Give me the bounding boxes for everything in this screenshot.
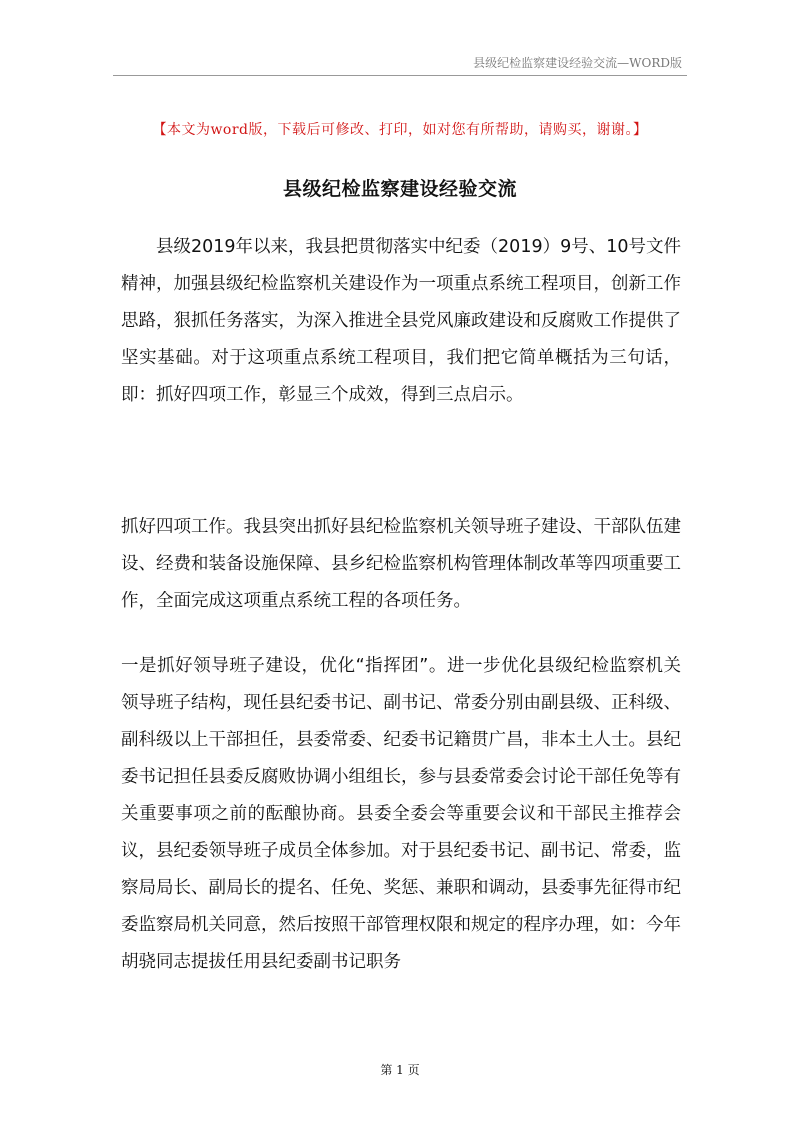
paragraph-leadership: 一是抓好领导班子建设，优化“指挥团”。进一步优化县级纪检监察机关领导班子结构，现任县纪委书记、副书记、常委分别由副县级、正科级、副科级以上干部担任，县委常委、纪委书记籍贯广昌，非本土人士。县纪委书记担任县委反腐败协调小组组长，参与县委常委会讨论干部任免等有关重要事项之前的酝酿协商。县委全委会等重要会议和干部民主推荐会议，县纪委领导班子成员全体参加。对于县纪委书记、副书记、常委，监察局局长、副局长的提名、任免、奖惩、兼职和调动，县委事先征得市纪委监察局机关同意，然后按照干部管理权限和规定的程序办理，如：今年胡骁同志提拔任用县纪委副书记职务 [121,656,681,972]
paragraph-four-tasks: 抓好四项工作。我县突出抓好县纪检监察机关领导班子建设、干部队伍建设、经费和装备设施保障、县乡纪检监察机构管理体制改革等四项重要工作，全面完成这项重点系统工程的各项任务。 [121,517,681,611]
purchase-notice: 【本文为word版，下载后可修改、打印，如对您有所帮助，请购买，谢谢。】 [152,122,648,138]
page-number: 第 1 页 [380,1063,420,1077]
document-title: 县级纪检监察建设经验交流 [282,178,517,200]
header-divider [113,75,687,76]
running-header: 县级纪检监察建设经验交流—WORD版 [473,56,682,70]
paragraph-intro: 县级2019年以来，我县把贯彻落实中纪委（2019）9号、10号文件精神，加强县级纪检监察机关建设作为一项重点系统工程项目，创新工作思路，狠抓任务落实，为深入推进全县党风廉政建设和反腐败工作提供了坚实基础。对于这项重点系统工程项目，我们把它简单概括为三句话，即：抓好四项工作，彰显三个成效，得到三点启示。 [121,237,681,405]
